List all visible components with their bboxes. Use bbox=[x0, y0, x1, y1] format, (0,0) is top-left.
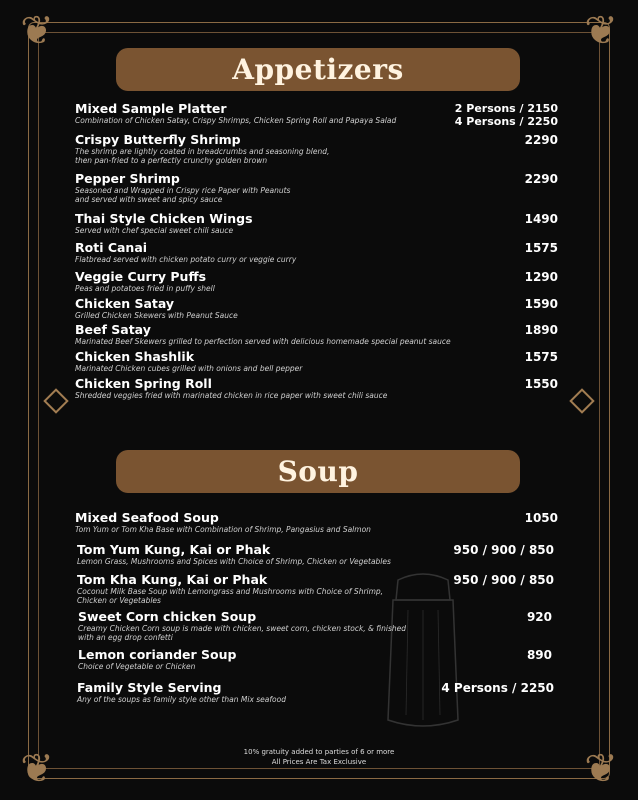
item-name: Crispy Butterfly Shrimp bbox=[75, 132, 241, 147]
item-price: 1575 bbox=[524, 350, 558, 364]
menu-item bbox=[75, 212, 558, 235]
item-description: Tom Yum or Tom Kha Base with Combination of Shrimp, Pangasius and Salmon bbox=[75, 525, 371, 534]
item-price: 4 Persons / 2250 bbox=[454, 115, 558, 128]
item-price: 1290 bbox=[524, 270, 558, 284]
appetizers-banner bbox=[116, 48, 520, 91]
item-description: Marinated Beef Skewers grilled to perfection served with delicious homemade special peanut sauce bbox=[75, 337, 451, 346]
item-price: 2290 bbox=[524, 133, 558, 147]
menu-item bbox=[78, 648, 552, 671]
section-title: Soup bbox=[277, 455, 359, 488]
menu-item bbox=[75, 377, 558, 400]
item-description: Combination of Chicken Satay, Crispy Shrimps, Chicken Spring Roll and Papaya Salad bbox=[75, 116, 397, 125]
item-name: Roti Canai bbox=[75, 240, 148, 255]
item-name: Thai Style Chicken Wings bbox=[75, 211, 253, 226]
item-price: 950 / 900 / 850 bbox=[453, 543, 554, 557]
menu-item bbox=[75, 511, 558, 534]
section-title: Appetizers bbox=[232, 53, 404, 86]
tax-note: All Prices Are Tax Exclusive bbox=[271, 758, 367, 766]
item-price: 2290 bbox=[524, 172, 558, 186]
item-description: Grilled Chicken Skewers with Peanut Sauce bbox=[75, 311, 238, 320]
menu-item bbox=[78, 610, 552, 642]
item-description: Served with chef special sweet chili sauce bbox=[75, 226, 234, 235]
menu-item bbox=[77, 573, 554, 605]
item-name: Chicken Satay bbox=[75, 296, 175, 311]
menu-item bbox=[75, 350, 558, 373]
item-description: with an egg drop confetti bbox=[78, 633, 173, 642]
gratuity-note: 10% gratuity added to parties of 6 or more bbox=[243, 748, 395, 756]
item-description: Marinated Chicken cubes grilled with onions and bell pepper bbox=[75, 364, 303, 373]
item-description: Seasoned and Wrapped in Crispy rice Paper with Peanuts bbox=[75, 186, 291, 195]
menu-item bbox=[75, 172, 558, 204]
item-description: The shrimp are lightly coated in breadcrumbs and seasoning blend, bbox=[75, 147, 330, 156]
item-price: 1490 bbox=[524, 212, 558, 226]
item-price: 1575 bbox=[524, 241, 558, 255]
item-description: Any of the soups as family style other than Mix seafood bbox=[77, 695, 286, 704]
item-name: Tom Yum Kung, Kai or Phak bbox=[77, 542, 271, 557]
item-description: Shredded veggies fried with marinated chicken in rice paper with sweet chili sauce bbox=[75, 391, 388, 400]
item-price: 1890 bbox=[524, 323, 558, 337]
item-description: Peas and potatoes fried in puffy shell bbox=[75, 284, 215, 293]
item-price: 2 Persons / 2150 bbox=[454, 102, 558, 115]
menu-item bbox=[75, 270, 558, 293]
item-price: 1590 bbox=[524, 297, 558, 311]
item-price: 4 Persons / 2250 bbox=[441, 681, 554, 695]
item-description: Flatbread served with chicken potato curry or veggie curry bbox=[75, 255, 297, 264]
menu-item bbox=[75, 241, 558, 264]
ornament-icon: ❦ bbox=[20, 8, 54, 54]
item-name: Mixed Seafood Soup bbox=[75, 510, 219, 525]
item-name: Mixed Sample Platter bbox=[75, 101, 227, 116]
menu-item bbox=[77, 681, 554, 704]
item-price: 1050 bbox=[524, 511, 558, 525]
item-name: Chicken Spring Roll bbox=[75, 376, 212, 391]
item-name: Beef Satay bbox=[75, 322, 151, 337]
item-price-group bbox=[455, 102, 558, 128]
item-name: Tom Kha Kung, Kai or Phak bbox=[77, 572, 268, 587]
item-name: Sweet Corn chicken Soup bbox=[78, 609, 257, 624]
menu-item bbox=[75, 101, 558, 128]
item-price: 890 bbox=[526, 648, 552, 662]
item-description: Chicken or Vegetables bbox=[77, 596, 161, 605]
item-description: Creamy Chicken Corn soup is made with chicken, sweet corn, chicken stock, & finished bbox=[78, 624, 407, 633]
item-description: Lemon Grass, Mushrooms and Spices with Choice of Shrimp, Chicken or Vegetables bbox=[77, 557, 391, 566]
ornament-icon: ❦ bbox=[20, 746, 54, 792]
item-name: Veggie Curry Puffs bbox=[75, 269, 207, 284]
ornament-icon: ❦ bbox=[584, 746, 618, 792]
soup-banner bbox=[116, 450, 520, 493]
item-name: Pepper Shrimp bbox=[75, 171, 180, 186]
item-price: 950 / 900 / 850 bbox=[453, 573, 554, 587]
item-description: and served with sweet and spicy sauce bbox=[75, 195, 223, 204]
menu-item bbox=[75, 133, 558, 165]
menu-item bbox=[75, 323, 558, 346]
item-name: Family Style Serving bbox=[77, 680, 222, 695]
item-name: Lemon coriander Soup bbox=[78, 647, 237, 662]
item-description: Choice of Vegetable or Chicken bbox=[78, 662, 196, 671]
item-name: Chicken Shashlik bbox=[75, 349, 195, 364]
menu-item bbox=[75, 297, 558, 320]
item-description: then pan-fried to a perfectly crunchy golden brown bbox=[75, 156, 268, 165]
menu-item bbox=[77, 543, 554, 566]
ornament-icon: ❦ bbox=[584, 8, 618, 54]
item-description: Coconut Milk Base Soup with Lemongrass and Mushrooms with Choice of Shrimp, bbox=[77, 587, 384, 596]
item-price: 1550 bbox=[524, 377, 558, 391]
item-price: 920 bbox=[526, 610, 552, 624]
